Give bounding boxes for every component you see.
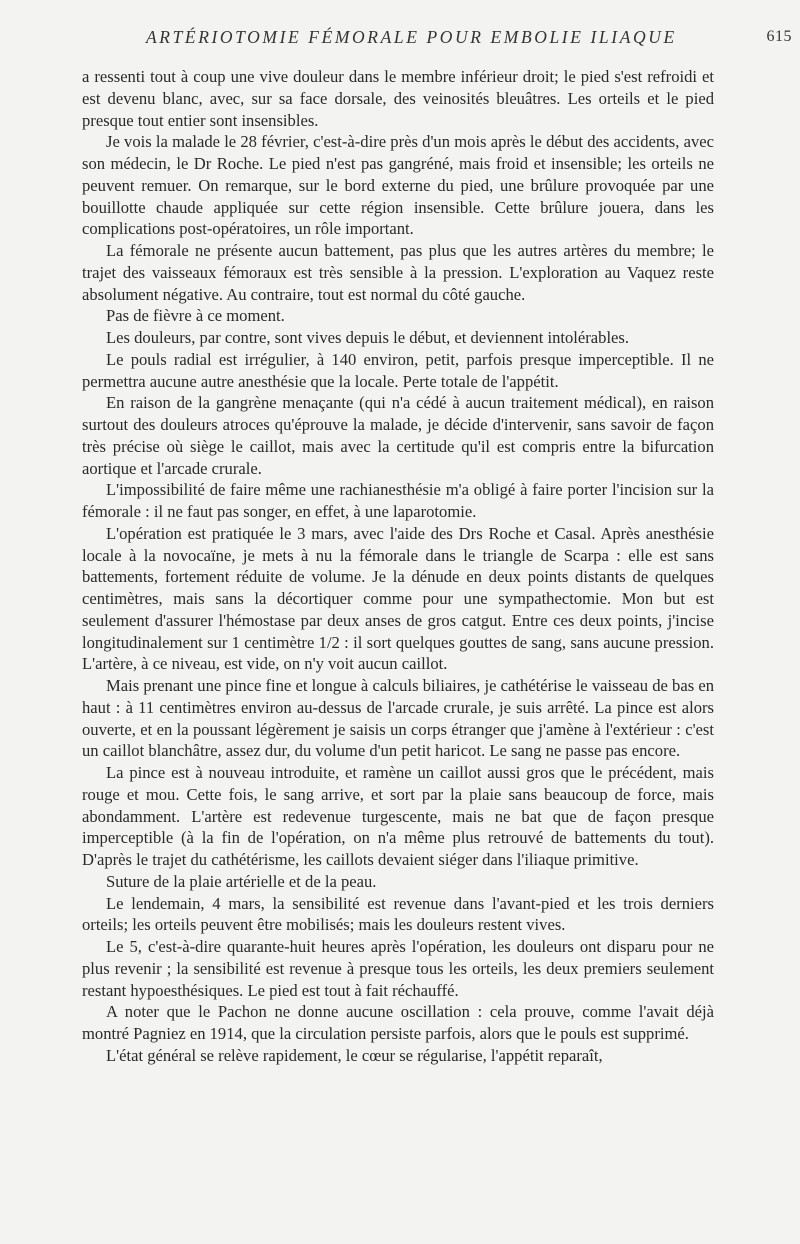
paragraph: Pas de fièvre à ce moment. — [106, 306, 285, 326]
paragraph: L'opération est pratiquée le 3 mars, avec l'aide des Drs Roche et Casal. Après anesthésie locale à la novocaïne, je mets à nu la fémorale dans le triangle de Scarpa : elle est sans battements, fortement réduite de volume. Je la dénude en deux points distants de quelques centimètres, mais sans la décortiquer comme pour une sympathectomie. Mon but est seulement d'assurer l'hémostase par deux anses de gros catgut. Entre ces deux points, j'incise longitudinalement sur 1 centimètre 1/2 : il sort quelques gouttes de sang, sans aucune pression. L'artère, à ce niveau, est vide, on n'y voit aucun caillot. — [82, 523, 714, 674]
running-title: ARTÉRIOTOMIE FÉMORALE POUR EMBOLIE ILIAQUE — [146, 27, 677, 47]
paragraph: L'impossibilité de faire même une rachianesthésie m'a obligé à faire porter l'incision sur la fémorale : il ne faut pas songer, en effet, à une laparotomie. — [82, 480, 714, 521]
paragraph: Le lendemain, 4 mars, la sensibilité est revenue dans l'avant-pied et les trois derniers orteils; les orteils peuvent être mobilisés; mais les douleurs restent vives. — [82, 893, 714, 935]
paragraph: La pince est à nouveau introduite, et ramène un caillot aussi gros que le précédent, mais rouge et mou. Cette fois, le sang arrive, et sort par la plaie sans beaucoup de force, mais abondamment. L'artère est redevenue turgescente, mais ne bat que de façon presque imperceptible (à la fin de l'opération, on n'a même plus retrouvé de battements du tout). D'après le trajet du cathétérisme, les caillots devaient siéger dans l'iliaque primitive. — [82, 763, 714, 869]
page-number: 615 — [766, 28, 792, 45]
paragraph: A noter que le Pachon ne donne aucune oscillation : cela prouve, comme l'avait déjà montré Pagniez en 1914, que la circulation persiste parfois, alors que le pouls est supprimé. — [82, 1002, 714, 1043]
paragraph: Le 5, c'est-à-dire quarante-huit heures après l'opération, les douleurs ont disparu pour ne plus revenir ; la sensibilité est revenue à presque tous les orteils, les deux premiers seulement restant hypoesthésiques. Le pied est tout à fait réchauffé. — [82, 937, 714, 1000]
running-head — [80, 27, 800, 51]
paragraph: La fémorale ne présente aucun battement, pas plus que les autres artères du membre; le trajet des vaisseaux fémoraux est très sensible à la pression. L'exploration au Vaquez reste absolument négative. Au contraire, tout est normal du côté gauche. — [82, 241, 714, 304]
paragraph: Le pouls radial est irrégulier, à 140 environ, petit, parfois presque imperceptible. Il ne permettra aucune autre anesthésie que la locale. Perte totale de l'appétit. — [82, 349, 714, 391]
paragraph: En raison de la gangrène menaçante (qui n'a cédé à aucun traitement médical), en raison surtout des douleurs atroces qu'éprouve la malade, je décide d'intervenir, sans savoir de façon très précise où siège le caillot, mais avec la certitude qu'il est compris entre la bifurcation aortique et l'arcade crurale. — [82, 393, 714, 478]
paragraph: Suture de la plaie artérielle et de la peau. — [106, 871, 377, 891]
paragraph: a ressenti tout à coup une vive douleur dans le membre inférieur droit; le pied s'est refroidi et est devenu blanc, avec, sur sa face dorsale, des veinosités bleuâtres. Les orteils et le pied presque tout entier sont insensibles. — [82, 67, 714, 130]
paragraph: Mais prenant une pince fine et longue à calculs biliaires, je cathétérise le vaisseau de bas en haut : à 11 centimètres environ au-dessus de l'arcade crurale, je suis arrêté. La pince est alors ouverte, et en la poussant légèrement je saisis un corps étranger que j'amène à l'extérieur : c'est un caillot blanchâtre, assez dur, du volume d'un petit haricot. Le sang ne passe pas encore. — [82, 676, 714, 761]
paragraph: Je vois la malade le 28 février, c'est-à-dire près d'un mois après le début des accidents, avec son médecin, le Dr Roche. Le pied n'est pas gangréné, mais froid et insensible; les orteils ne peuvent remuer. On remarque, sur le bord externe du pied, une brûlure provoquée par une bouillotte chaude appliquée sur cette région insensible. Cette brûlure jouera, dans les complications post-opératoires, un rôle important. — [82, 132, 714, 239]
paragraph: L'état général se relève rapidement, le cœur se régularise, l'appétit reparaît, — [106, 1045, 603, 1065]
body-text — [82, 66, 714, 1067]
paragraph: Les douleurs, par contre, sont vives depuis le début, et deviennent intolérables. — [106, 328, 630, 347]
